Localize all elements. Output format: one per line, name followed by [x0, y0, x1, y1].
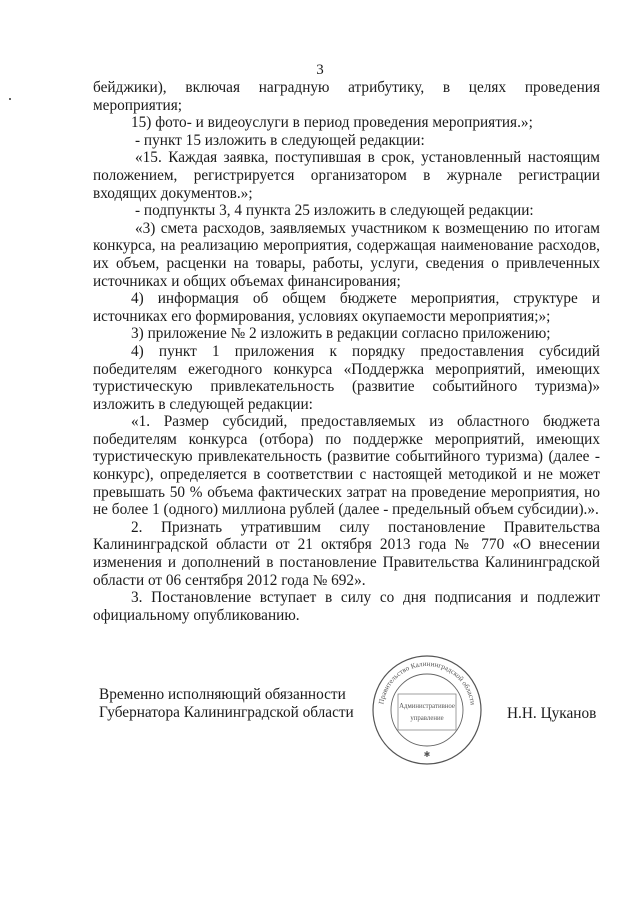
stamp-star-icon: ✱ — [423, 750, 431, 759]
page-number: 3 — [316, 62, 324, 78]
stamp-center-line2: управление — [410, 715, 444, 722]
stamp-ring-text: Правительство Калининградской области — [377, 659, 477, 706]
paragraph-item-3-smeta: «3) смета расходов, заявляемых участником к возмещению по итогам конкурса, на реализацию мероприятия, содержащая наименование расходов, их объем, расценки на товары, работы, услуги, сведения о привлеченных источниках и общих объемах финансирования; — [93, 219, 600, 290]
paragraph-punkt-15-text: «15. Каждая заявка, поступившая в срок, установленный настоящим положением, регистрируется организатором в журнале регистрации входящих документов.»; — [93, 149, 600, 202]
paragraph-continuation: бейджики), включая наградную атрибутику, в целях проведения мероприятия; — [93, 79, 600, 114]
document-body — [93, 79, 600, 624]
paragraph-subsidy-size: «1. Размер субсидий, предоставляемых из областного бюджета победителям конкурса (отбора) по поддержке мероприятий, имеющих туристическую привлекательность (развитие событийного туризма) (далее - конкурс), определяется в соответствии с настоящей методикой и не может превышать 50 % объема фактических затрат на проведение мероприятия, но не более 1 (одного) миллиона рублей (далее - предельный объем субсидии).». — [93, 413, 600, 519]
paragraph-item-15: 15) фото- и видеоуслуги в период проведения мероприятия.»; — [131, 114, 533, 132]
signatory-name: Н.Н. Цуканов — [507, 705, 597, 722]
stamp-center-line1: Административное — [399, 703, 455, 710]
signatory-position — [99, 686, 354, 722]
scan-speck — [9, 98, 11, 100]
paragraph-punkt-25-intro: - подпункты 3, 4 пункта 25 изложить в следующей редакции: — [135, 202, 534, 220]
signatory-position-line1: Временно исполняющий обязанности — [99, 686, 346, 703]
official-stamp — [371, 654, 483, 766]
paragraph-appendix-2: 3) приложение № 2 изложить в редакции согласно приложению; — [131, 325, 551, 343]
paragraph-item-4-budget: 4) информация об общем бюджете мероприятия, структуре и источниках его формирования, условиях окупаемости мероприятия;»; — [93, 290, 600, 325]
paragraph-entry-into-force: 3. Постановление вступает в силу со дня подписания и подлежит официальному опубликованию. — [93, 589, 600, 624]
paragraph-appendix-punkt-1-intro: 4) пункт 1 приложения к порядку предоставления субсидий победителям ежегодного конкурса «Поддержка мероприятий, имеющих туристическую привлекательность (развитие событийного туризма)» изложить в следующей редакции: — [93, 342, 600, 413]
paragraph-repeal: 2. Признать утратившим силу постановление Правительства Калининградской области от 21 октября 2013 года № 770 «О внесении изменения и дополнений в постановление Правительства Калининградской области от 06 сентября 2012 года № 692». — [93, 518, 600, 589]
paragraph-punkt-15-intro: - пункт 15 изложить в следующей редакции: — [135, 131, 425, 149]
signatory-position-line2: Губернатора Калининградской области — [99, 704, 354, 721]
